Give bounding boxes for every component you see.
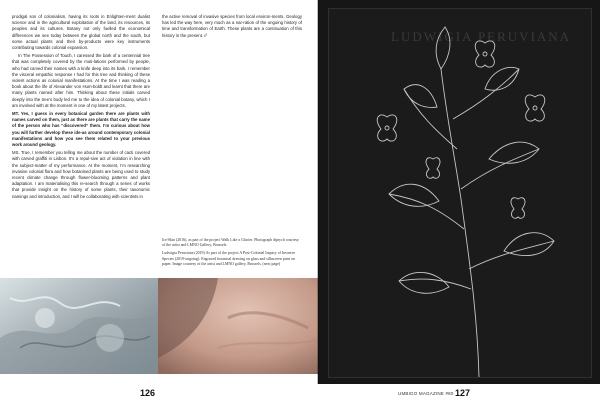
- skin-photo: [158, 278, 318, 374]
- magazine-label: UMBIGO MAGAZINE #80: [398, 391, 454, 396]
- text-column-1: [12, 14, 150, 202]
- interview-answer: MS. True, I remember you telling me about the number of cacti covered with carved graffiti in Lisbon. It’s a repul-sive act of violation in line with the subject-matter of my performance. At the moment, I’m researching invasive colonial flora and how botanised plants are being used to study recent climate change through flower-blooming patterns and plant adaptation. I am materialising this re-search through a series of works that provide insight on the history of some plants, their taxonomic namings and introduction, and I will be collaborating with scientists in: [12, 150, 150, 199]
- interview-question: MT. Yes, I guess in every botanical garden there are plants with names carved on them, just as there are plants that carry the name of the person who has “discovered” them. I’m curious about how you will further develop these ide-as around contemporary colonial manifestations and how you see them related to your previous work around geology.: [12, 111, 150, 148]
- page-gutter: [317, 0, 319, 384]
- ice-image: [0, 278, 158, 374]
- paragraph: prodigal son of colonialism, having its roots in Enlighten-ment dualist science and in the agricultural exploitation of the land, its resources, its peoples and its cultures. Botany not only fuelled the economical differences we see today between the global north and the south, but some actual plants and their by-products were key instruments contributing towards colonial expansion.: [12, 14, 150, 51]
- artwork-frame: [328, 8, 592, 378]
- caption: Ludwigia Peruviana (2019) As part of the project A Post-Colonial Inquiry of Invasive Species (2019-ongoing). Engraved botanical drawing on glass and silkscreen print on paper. Image courtesy of the artist and LMNO gallery, Brussels. (next page): [162, 251, 296, 266]
- page-number: 127: [455, 388, 471, 398]
- paragraph: the active removal of invasive species from local environ-ments. Geology has led the way here, very much as a nar-ration of the ongoing history of time and transformation of Earth. These plants are a continuation of this history in the present. //: [162, 14, 302, 38]
- caption: Ice/Skin (2016), as part of the project Walk Like a Glacier. Photograph diptych courtesy of the artist and LMNO Gallery, Brussels.: [162, 238, 299, 248]
- page-number: 126: [140, 388, 156, 398]
- botanical-artwork: [318, 0, 600, 384]
- image-captions: [162, 238, 302, 270]
- plant-drawing: [329, 9, 591, 377]
- plate-title: LUDWIGIA PERUVIANA: [391, 29, 572, 44]
- paragraph: In The Possession of Touch, I caressed the bark of a centennial tree that was completely covered by the muti-lations performed by people, who had carved their names with a knife deep into its bark. I remember the visceral empathic response I had for this tree and thinking of these violent actions as colonial manifestations. At the time I was reading a book about the life of Alexander von Hum-boldt and learnt that there are many plants named after him. Thinking about these initials carved deeply into the tree’s body led me to the idea of colonial botany, which I am involved with at the moment in one of my latest projects.: [12, 53, 150, 108]
- text-column-2: [162, 14, 302, 41]
- ice-photo: [0, 278, 158, 374]
- skin-image: [158, 278, 318, 374]
